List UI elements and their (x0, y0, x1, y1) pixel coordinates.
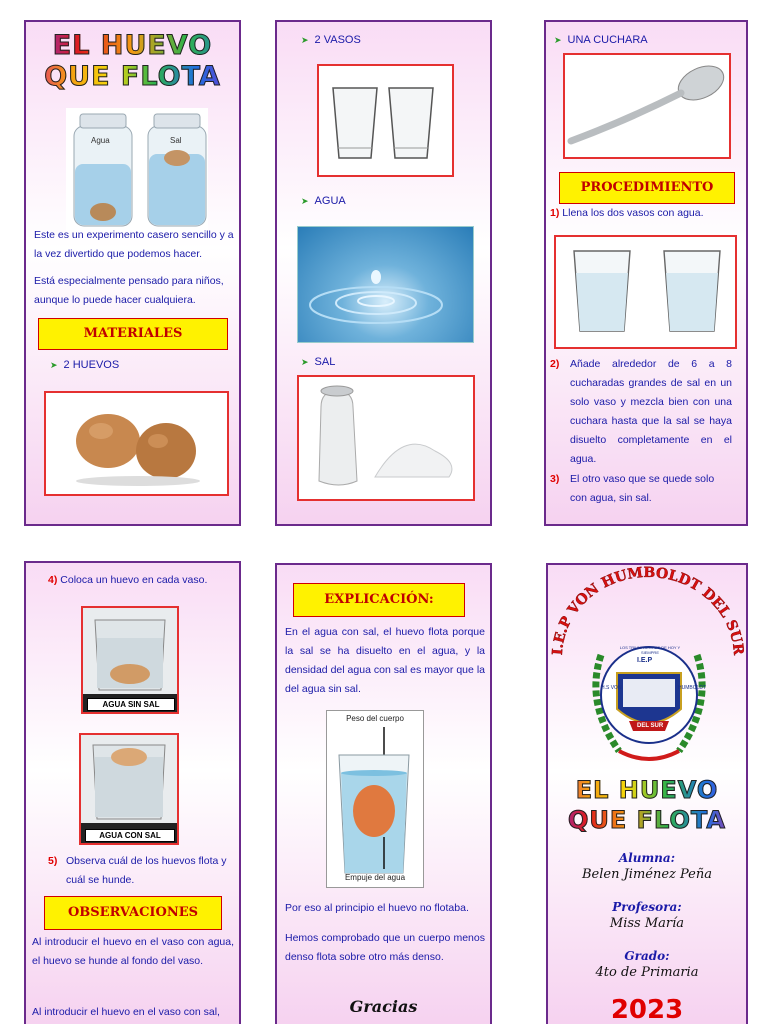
profesora-name: Miss María (609, 916, 685, 931)
cover-title (26, 30, 239, 92)
crest-left-label: H.S VON (601, 685, 622, 691)
materiales-heading: MATERIALES (38, 318, 228, 350)
step-text: Llena los dos vasos con agua. (562, 207, 704, 219)
step-4 (48, 571, 238, 590)
jar-label-sal: Sal (170, 136, 182, 145)
arrow-bullet-icon: ➤ (301, 35, 309, 45)
crest-top-label: I.E.P (637, 657, 653, 664)
school-crest (579, 633, 719, 771)
crest-right-label: HUMBOLDT (678, 685, 707, 691)
step-number: 2) (550, 358, 560, 370)
material-item-sal (301, 356, 335, 368)
material-item-agua (301, 195, 346, 207)
step-1 (550, 204, 740, 223)
step-number: 1) (550, 207, 560, 219)
material-item-vasos (301, 34, 361, 46)
panel-materials (275, 20, 492, 526)
panel-cover-intro (24, 20, 241, 526)
eggs-image (44, 391, 229, 496)
arrow-bullet-icon: ➤ (301, 196, 309, 206)
egg-sunk-image (81, 606, 179, 714)
caption-agua-sin-sal: AGUA SIN SAL (87, 698, 175, 711)
arrow-bullet-icon: ➤ (301, 357, 309, 367)
cover-title-line1: EL HUEVO (26, 30, 239, 61)
step-number: 4) (48, 574, 58, 586)
step-number: 5) (48, 855, 58, 867)
glasses-image (317, 64, 454, 177)
explicacion-paragraph-2: Por eso al principio el huevo no flotaba. (285, 902, 469, 914)
material-label: AGUA (314, 195, 346, 207)
intro-paragraph-1: Este es un experimento casero sencillo y a la vez divertido que podemos hacer. (34, 229, 234, 260)
caption-agua-con-sal: AGUA CON SAL (85, 829, 175, 842)
step-text: El otro vaso que se quede solo con agua, sin sal. (570, 473, 715, 504)
thanks-text: Gracias (349, 997, 418, 1016)
panel-back-cover (546, 563, 748, 1024)
explicacion-paragraph-1: En el agua con sal, el huevo flota porque la sal se ha disuelto en el agua, y la densidad del agua con sal es mayor que la del agua sin sal. (285, 626, 485, 695)
jars-image (66, 108, 208, 232)
water-drop-image (297, 226, 474, 343)
material-label: UNA CUCHARA (567, 34, 648, 46)
observaciones-paragraph-1: Al introducir el huevo en el vaso con agua, el huevo se hunde al fondo del vaso. (32, 936, 234, 967)
step-3 (550, 470, 732, 508)
step-5 (48, 852, 238, 890)
material-item-huevos (50, 359, 119, 371)
step-2 (550, 355, 732, 469)
back-title (548, 775, 746, 835)
year-text: 2023 (610, 995, 684, 1024)
intro-paragraph-2: Está especialmente pensado para niños, aunque lo puede hacer cualquiera. (34, 275, 224, 306)
svg-text:I.E.P VON HUMBOLDT DEL SUR: I.E.P VON HUMBOLDT DEL SUR (549, 565, 746, 656)
panel-steps-observations (24, 561, 241, 1024)
alumna-name: Belen Jiménez Peña (581, 867, 713, 882)
back-title-line2: QUE FLOTA (548, 805, 746, 835)
step-number: 3) (550, 473, 560, 485)
material-label: 2 HUEVOS (63, 359, 120, 371)
procedimiento-heading: PROCEDIMIENTO (559, 172, 735, 204)
material-label: SAL (314, 356, 336, 368)
material-item-cuchara (554, 34, 648, 46)
alumna-label: Alumna: (618, 851, 676, 865)
grado-label: Grado: (624, 949, 670, 963)
arrow-bullet-icon: ➤ (554, 35, 562, 45)
observaciones-heading: OBSERVACIONES (44, 896, 222, 930)
buoyancy-diagram (326, 710, 424, 888)
panel-explanation (275, 563, 492, 1024)
diagram-label-peso: Peso del cuerpo (346, 714, 404, 723)
egg-floating-image (79, 733, 179, 845)
step-text: Añade alrededor de 6 a 8 cucharadas grandes de sal en un solo vaso y mezcla bien con una cuchara hasta que la sal se haya disuelto completamente en el agua. (570, 358, 732, 465)
profesora-label: Profesora: (612, 900, 682, 914)
step-text: Coloca un huevo en cada vaso. (60, 574, 208, 586)
water-glasses-image (554, 235, 737, 349)
crest-ring-label: LOS TRIUNFADORES DE HOY Y SIEMPRE (619, 645, 681, 655)
diagram-label-empuje: Empuje del agua (344, 873, 406, 882)
panel-procedure (544, 20, 748, 526)
explicacion-heading: EXPLICACIÓN: (293, 583, 465, 617)
material-label: 2 VASOS (314, 34, 361, 46)
salt-image (297, 375, 475, 501)
back-title-line1: EL HUEVO (548, 775, 746, 805)
observaciones-paragraph-2: Al introducir el huevo en el vaso con sal, (32, 1006, 220, 1018)
arrow-bullet-icon: ➤ (50, 360, 58, 370)
jar-label-agua: Agua (91, 136, 110, 145)
crest-bottom-label: DEL SUR (637, 723, 664, 729)
spoon-image (563, 53, 731, 159)
explicacion-paragraph-3: Hemos comprobado que un cuerpo menos denso flota sobre otro más denso. (285, 932, 485, 963)
step-text: Observa cuál de los huevos flota y cuál se hunde. (66, 855, 227, 886)
cover-title-line2: QUE FLOTA (26, 61, 239, 92)
grado-value: 4to de Primaria (595, 965, 699, 980)
